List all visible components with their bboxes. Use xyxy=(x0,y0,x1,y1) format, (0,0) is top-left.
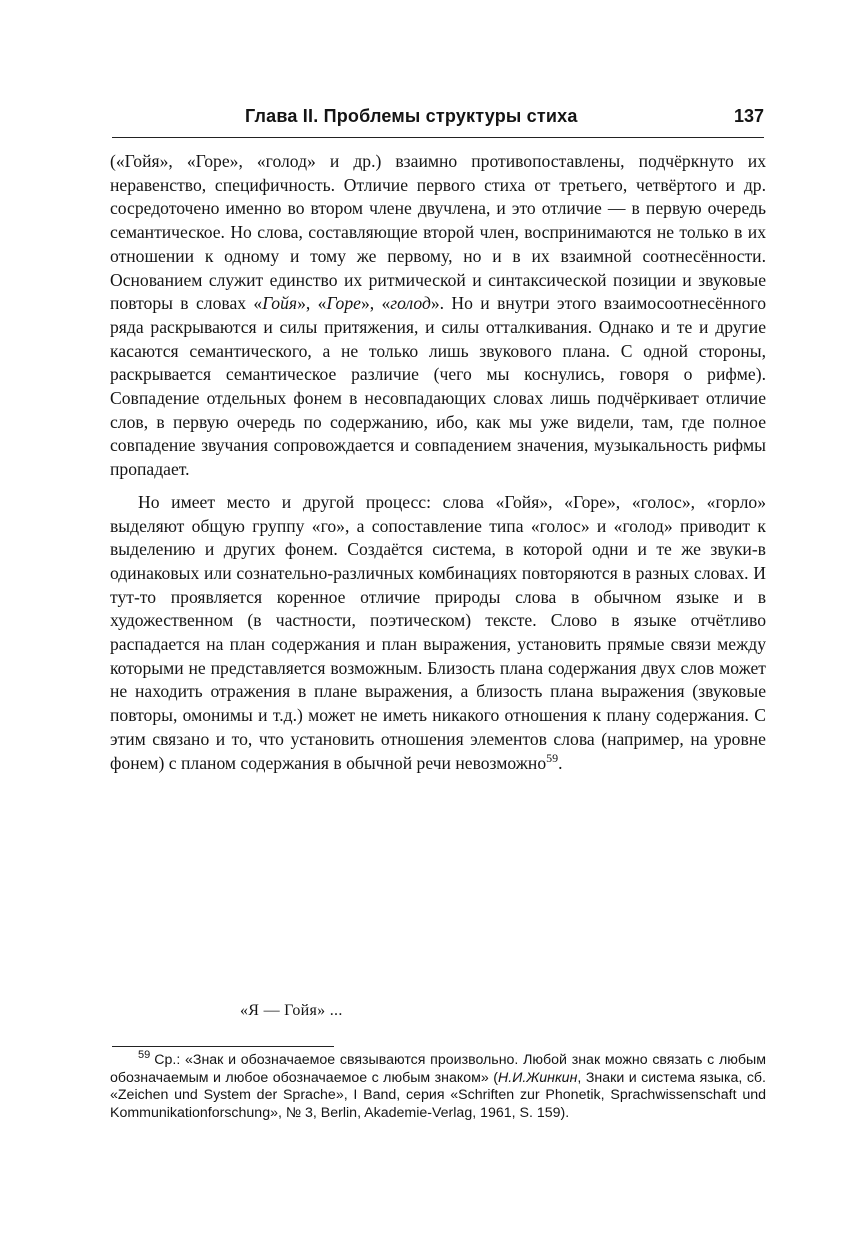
footnote-rule xyxy=(112,1046,334,1047)
italic-word-goya: Гойя xyxy=(262,293,298,314)
paragraph-2-end: . xyxy=(558,752,563,773)
italic-word-golod: голод xyxy=(390,293,431,314)
chapter-title: Глава II. Проблемы структуры стиха xyxy=(245,106,578,126)
paragraph-2 xyxy=(110,491,766,775)
footnote-reference[interactable]: 59 xyxy=(546,750,559,765)
footnote-number: 59 xyxy=(138,1049,151,1062)
italic-word-gore: Горе xyxy=(326,293,361,314)
separator-2: », « xyxy=(360,293,391,314)
paragraph-1 xyxy=(110,150,766,482)
footnote xyxy=(110,1049,766,1122)
separator-1: », « xyxy=(297,293,327,314)
header-rule xyxy=(112,137,764,138)
running-header xyxy=(110,92,766,132)
main-text xyxy=(110,150,766,775)
paragraph-1-text-a: («Гойя», «Горе», «голод» и др.) взаимно противопоставлены, подчёркнуто их неравенство, специфичность. Отличие первого стиха от третьего, четвёртого и др. сосредоточено именно во втором члене двучлена, и это отличие — в первую очередь семантическое. Но слова, составляющие второй член, воспринимаются не только в их отношении к одному и тому же первому, но и в их взаимной соотнесённости. Основанием служит единство их ритмической и синтаксической позиции и звуковые повторы в словах « xyxy=(110,151,766,314)
paragraph-2-text: Но имеет место и другой процесс: слова «Гойя», «Горе», «голос», «горло» выделяют общую группу «го», а сопоставление типа «голос» и «голод» приводит к выделению и других фонем. Создаётся система, в которой одни и те же звуки-в одинаковых или сознательно-различных комбинациях повторяются в разных словах. И тут-то проявляется коренное отличие природы слова в обычном языке и в художественном (в частности, поэтическом) тексте. Слово в языке отчётливо распадается на план содержания и план выражения, установить прямые связи между которыми не представляется возможным. Близость плана содержания двух слов может не находить отражения в плане выражения, а близость плана выражения (звуковые повторы, омонимы и т.д.) может не иметь никакого отношения к плану содержания. С этим связано и то, что установить отношения элементов слова (например, на уровне фонем) с планом содержания в обычной речи невозможно xyxy=(110,491,766,773)
footnote-text-a: Ср.: «Знак и обозначаемое связываются произвольно. Любой знак можно связать с любым обозначаемым и любое обозначаемое с любым знаком» ( xyxy=(110,1052,766,1086)
epigraph: «Я — Гойя» ... xyxy=(240,1002,343,1019)
page-number: 137 xyxy=(733,106,764,126)
footnote-text-b: , Знаки и система языка, сб. «Zeichen und System der Sprache», I Band, серия «Schriften zur Phonetik, Sprachwissenschaft und Kommunikationforschung», № 3, Berlin, Akademie-Verlag, 1961, S. 159). xyxy=(110,1069,766,1121)
book-page xyxy=(110,92,766,1192)
footnote-author: Н.И.Жинкин xyxy=(498,1069,578,1086)
paragraph-1-text-b: ». Но и внутри этого взаимосоотнесённого ряда раскрываются и силы притяжения, и силы отталкивания. Однако и те и другие касаются семантического, а не только лишь звукового плана. С одной стороны, раскрывается семантическое различие (чего мы коснулись, говоря о рифме). Совпадение отдельных фонем в несовпадающих словах лишь подчёркивает отличие слов, в первую очередь по содержанию, ибо, как мы уже видели, там, где полное совпадение звучания сопровождается и совпадением значения, музыкальность рифмы пропадает. xyxy=(110,293,766,480)
